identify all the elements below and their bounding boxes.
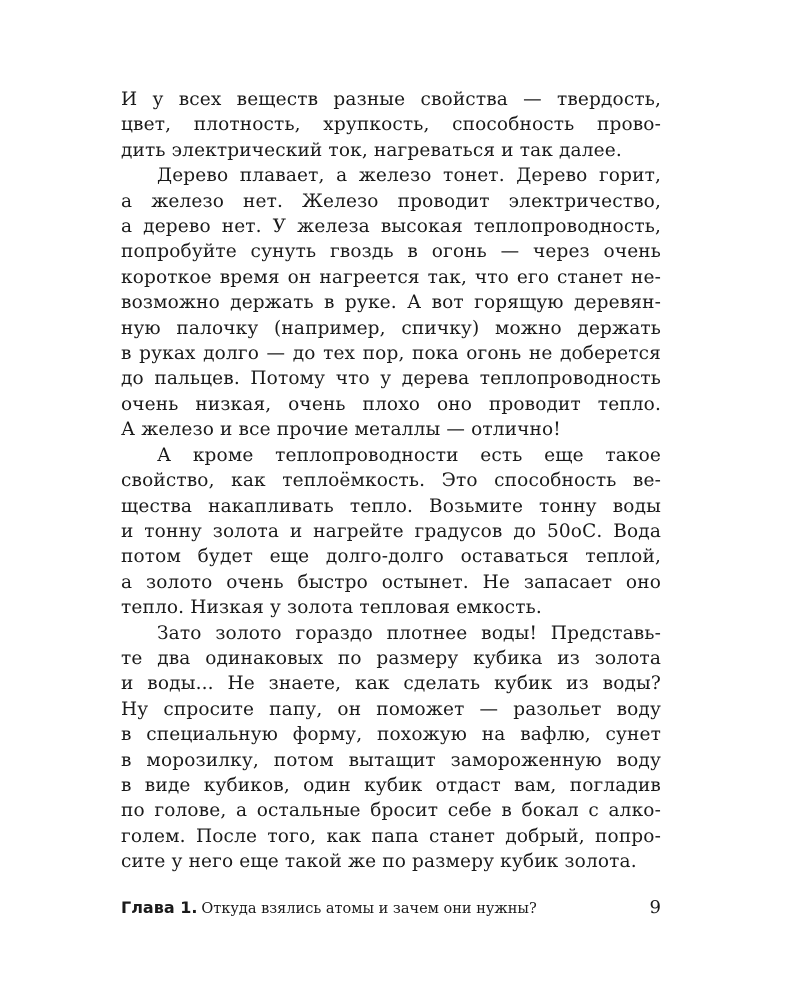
text-line: до пальцев. Потому что у дерева теплопроводность [121,368,661,390]
text-line: короткое время он нагреется так, что его станет не- [121,266,661,288]
text-line: ную палочку (например, спичку) можно держать [121,317,661,339]
text-line: возможно держать в руке. А вот горящую деревян- [121,292,661,314]
text-line: очень низкая, очень плохо оно проводит тепло. [121,393,661,415]
text-line: а железо нет. Железо проводит электричество, [121,190,661,212]
paragraph [121,443,661,621]
chapter-title: Откуда взялись атомы и зачем они нужны? [201,901,537,917]
text-line: свойство, как теплоёмкость. Это способность ве- [121,470,661,492]
text-line: а золото очень быстро остынет. Не запасает оно [121,571,661,593]
text-line: Зато золото гораздо плотнее воды! Представь- [157,622,661,644]
page-number: 9 [649,897,661,918]
text-line: по голове, а остальные бросит себе в бокал с алко- [121,800,661,822]
text-line: и воды... Не знаете, как сделать кубик из воды? [121,673,661,695]
text-line: те два одинаковых по размеру кубика из золота [121,647,661,669]
paragraph [121,621,661,875]
text-line: дить электрический ток, нагреваться и так далее. [121,139,622,161]
paragraph [121,163,661,442]
text-line: А железо и все прочие металлы — отлично! [121,419,561,441]
text-line: попробуйте сунуть гвоздь в огонь — через очень [121,241,661,263]
text-line: в морозилку, потом вытащит замороженную воду [121,749,661,771]
text-line: в виде кубиков, один кубик отдаст вам, погладив [121,774,661,796]
text-line: А кроме теплопроводности есть еще такое [157,444,661,466]
text-line: тепло. Низкая у золота тепловая емкость. [121,597,542,619]
page-footer [121,897,661,921]
text-line: в руках долго — до тех пор, пока огонь не доберется [121,343,661,365]
text-line: Ну спросите папу, он поможет — разольет воду [121,698,661,720]
text-line: в специальную форму, похожую на вафлю, сунет [121,724,661,746]
chapter-label: Глава 1. [121,898,198,917]
paragraph [121,87,661,163]
running-footer [121,898,537,918]
text-line: голем. После того, как папа станет добрый, попро- [121,825,661,847]
text-line: И у всех веществ разные свойства — твердость, [121,89,661,110]
text-line: щества накапливать тепло. Возьмите тонну воды [121,495,661,517]
text-line: и тонну золота и нагрейте градусов до 50оС. Вода [121,520,661,542]
text-line: сите у него еще такой же по размеру кубик золота. [121,851,637,873]
body-text [121,87,661,875]
text-line: Дерево плавает, а железо тонет. Дерево горит, [157,165,661,187]
text-line: цвет, плотность, хрупкость, способность прово- [121,114,661,136]
text-line: а дерево нет. У железа высокая теплопроводность, [121,216,661,238]
text-line: потом будет еще долго-долго оставаться теплой, [121,546,661,568]
